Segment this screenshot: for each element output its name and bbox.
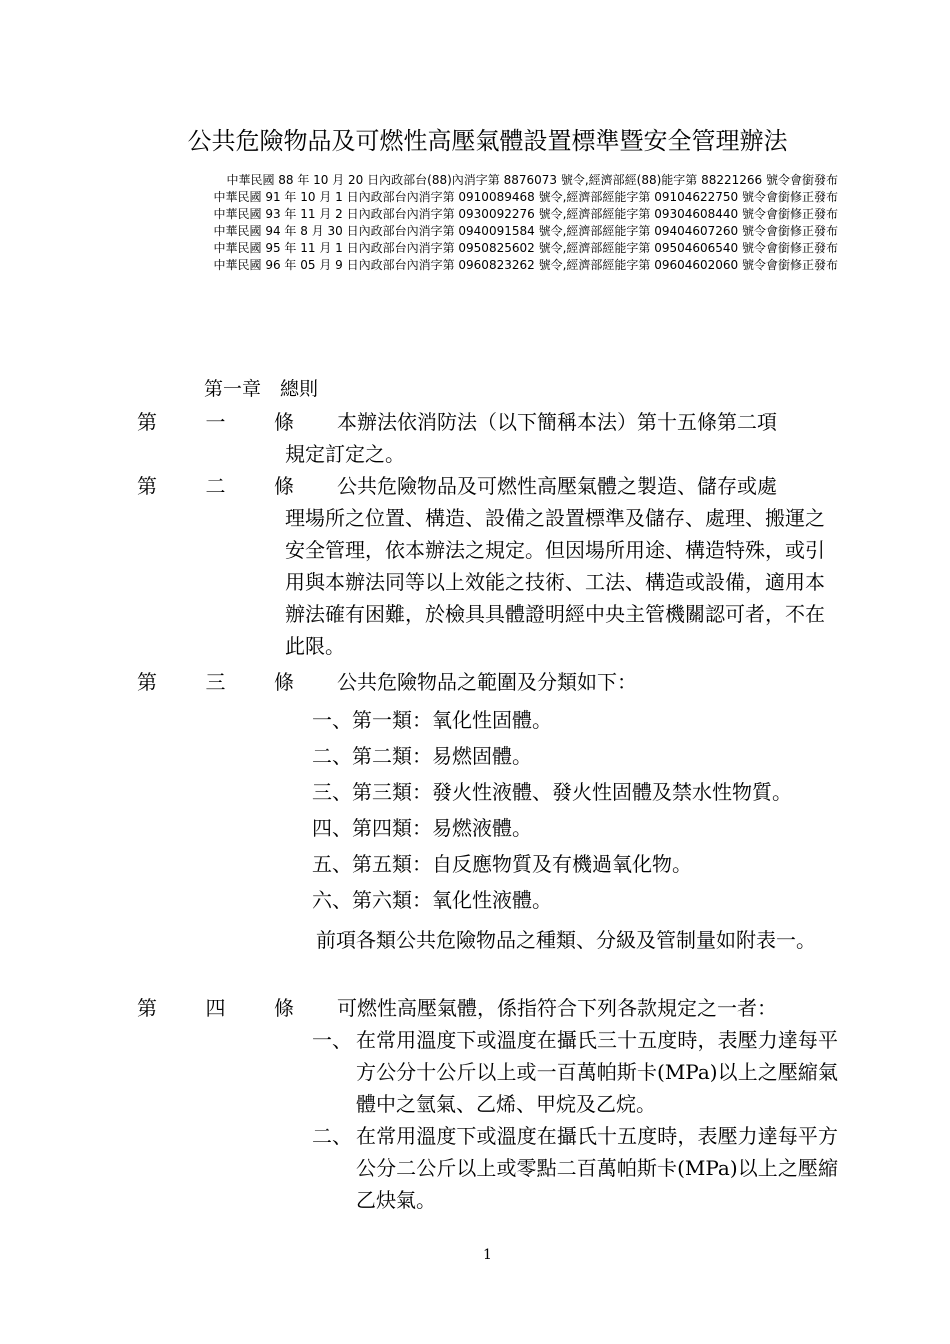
article-label-part: 二 [205, 474, 226, 498]
item-number: 二、 [312, 1124, 352, 1148]
list-item: 五、第五類：自反應物質及有機過氧化物。 [312, 852, 692, 876]
article-label-part: 第 [137, 670, 157, 694]
page-number: 1 [483, 1247, 492, 1263]
history-entry: 中華民國 91 年 10 月 1 日內政部台內消字第 0910089468 號令,經濟部經能字第 09104622750 號令會銜修正發布 [213, 190, 838, 204]
article-first-line: 公共危險物品之範圍及分類如下： [337, 670, 637, 694]
item-text: 在常用溫度下或溫度在攝氏十五度時，表壓力達每平方公分二公斤以上或零點二百萬帕斯卡(MPa)以上之壓縮乙炔氣。 [356, 1124, 838, 1212]
history-entry: 中華民國 95 年 11 月 1 日內政部台內消字第 0950825602 號令,經濟部經能字第 09504606540 號令會銜修正發布 [213, 241, 838, 255]
article-3-body [271, 666, 838, 698]
list-item: 三、第三類：發火性液體、發火性固體及禁水性物質。 [312, 780, 792, 804]
article-continuation: 規定訂定之。 [285, 442, 405, 466]
article-label-part: 條 [274, 410, 294, 434]
article-label-part: 第 [137, 474, 157, 498]
article-label-part: 條 [274, 474, 294, 498]
document-title: 公共危險物品及可燃性高壓氣體設置標準暨安全管理辦法 [187, 127, 788, 155]
history-entry: 中華民國 94 年 8 月 30 日內政部台內消字第 0940091584 號令,經濟部經能字第 09404607260 號令會銜修正發布 [213, 224, 838, 238]
article-label-part: 條 [274, 996, 294, 1020]
article-3-list [312, 702, 842, 918]
chapter-heading: 第一章 總則 [204, 378, 319, 400]
article-label-part: 第 [137, 410, 157, 434]
article-label-part: 三 [205, 670, 226, 694]
item-number: 一、 [312, 1028, 352, 1052]
item-text: 在常用溫度下或溫度在攝氏三十五度時，表壓力達每平方公分十公斤以上或一百萬帕斯卡(MPa)以上之壓縮氣體中之氫氣、乙烯、甲烷及乙烷。 [356, 1028, 838, 1116]
numbered-item [312, 1120, 838, 1216]
article-label-part: 一 [205, 410, 226, 434]
numbered-item [312, 1024, 838, 1120]
article-first-line: 可燃性高壓氣體，係指符合下列各款規定之一者： [337, 996, 777, 1020]
list-item: 六、第六類：氧化性液體。 [312, 888, 552, 912]
article-first-line: 本辦法依消防法（以下簡稱本法）第十五條第二項 [337, 410, 777, 434]
article-label-part: 四 [205, 996, 226, 1020]
article-4-body [271, 992, 838, 1024]
article-continuation: 理場所之位置、構造、設備之設置標準及儲存、處理、搬運之安全管理，依本辦法之規定。但因場所用途、構造特殊，或引用與本辦法同等以上效能之技術、工法、構造或設備，適用本辦法確有困難，於檢具具體證明經中央主管機關認可者，不在此限。 [285, 506, 825, 658]
article-label-part: 第 [137, 996, 157, 1020]
article-first-line: 公共危險物品及可燃性高壓氣體之製造、儲存或處 [337, 474, 777, 498]
article-4-list [312, 1024, 838, 1216]
article-3-note: 前項各類公共危險物品之種類、分級及管制量如附表一。 [316, 928, 816, 952]
history-entry: 中華民國 93 年 11 月 2 日內政部台內消字第 0930092276 號令,經濟部經能字第 09304608440 號令會銜修正發布 [213, 207, 838, 221]
history-entry: 中華民國 96 年 05 月 9 日內政部台內消字第 0960823262 號令,經濟部經能字第 09604602060 號令會銜修正發布 [213, 258, 838, 272]
list-item: 四、第四類：易燃液體。 [312, 816, 532, 840]
article-1-body [271, 406, 838, 470]
article-label-part: 條 [274, 670, 294, 694]
history-entry: 中華民國 88 年 10 月 20 日內政部台(88)內消字第 8876073 號令,經濟部經(88)能字第 88221266 號令會銜發布 [226, 173, 838, 187]
article-2-body [271, 470, 838, 662]
list-item: 二、第二類：易燃固體。 [312, 744, 532, 768]
list-item: 一、第一類：氧化性固體。 [312, 708, 552, 732]
amendment-history [130, 172, 838, 274]
